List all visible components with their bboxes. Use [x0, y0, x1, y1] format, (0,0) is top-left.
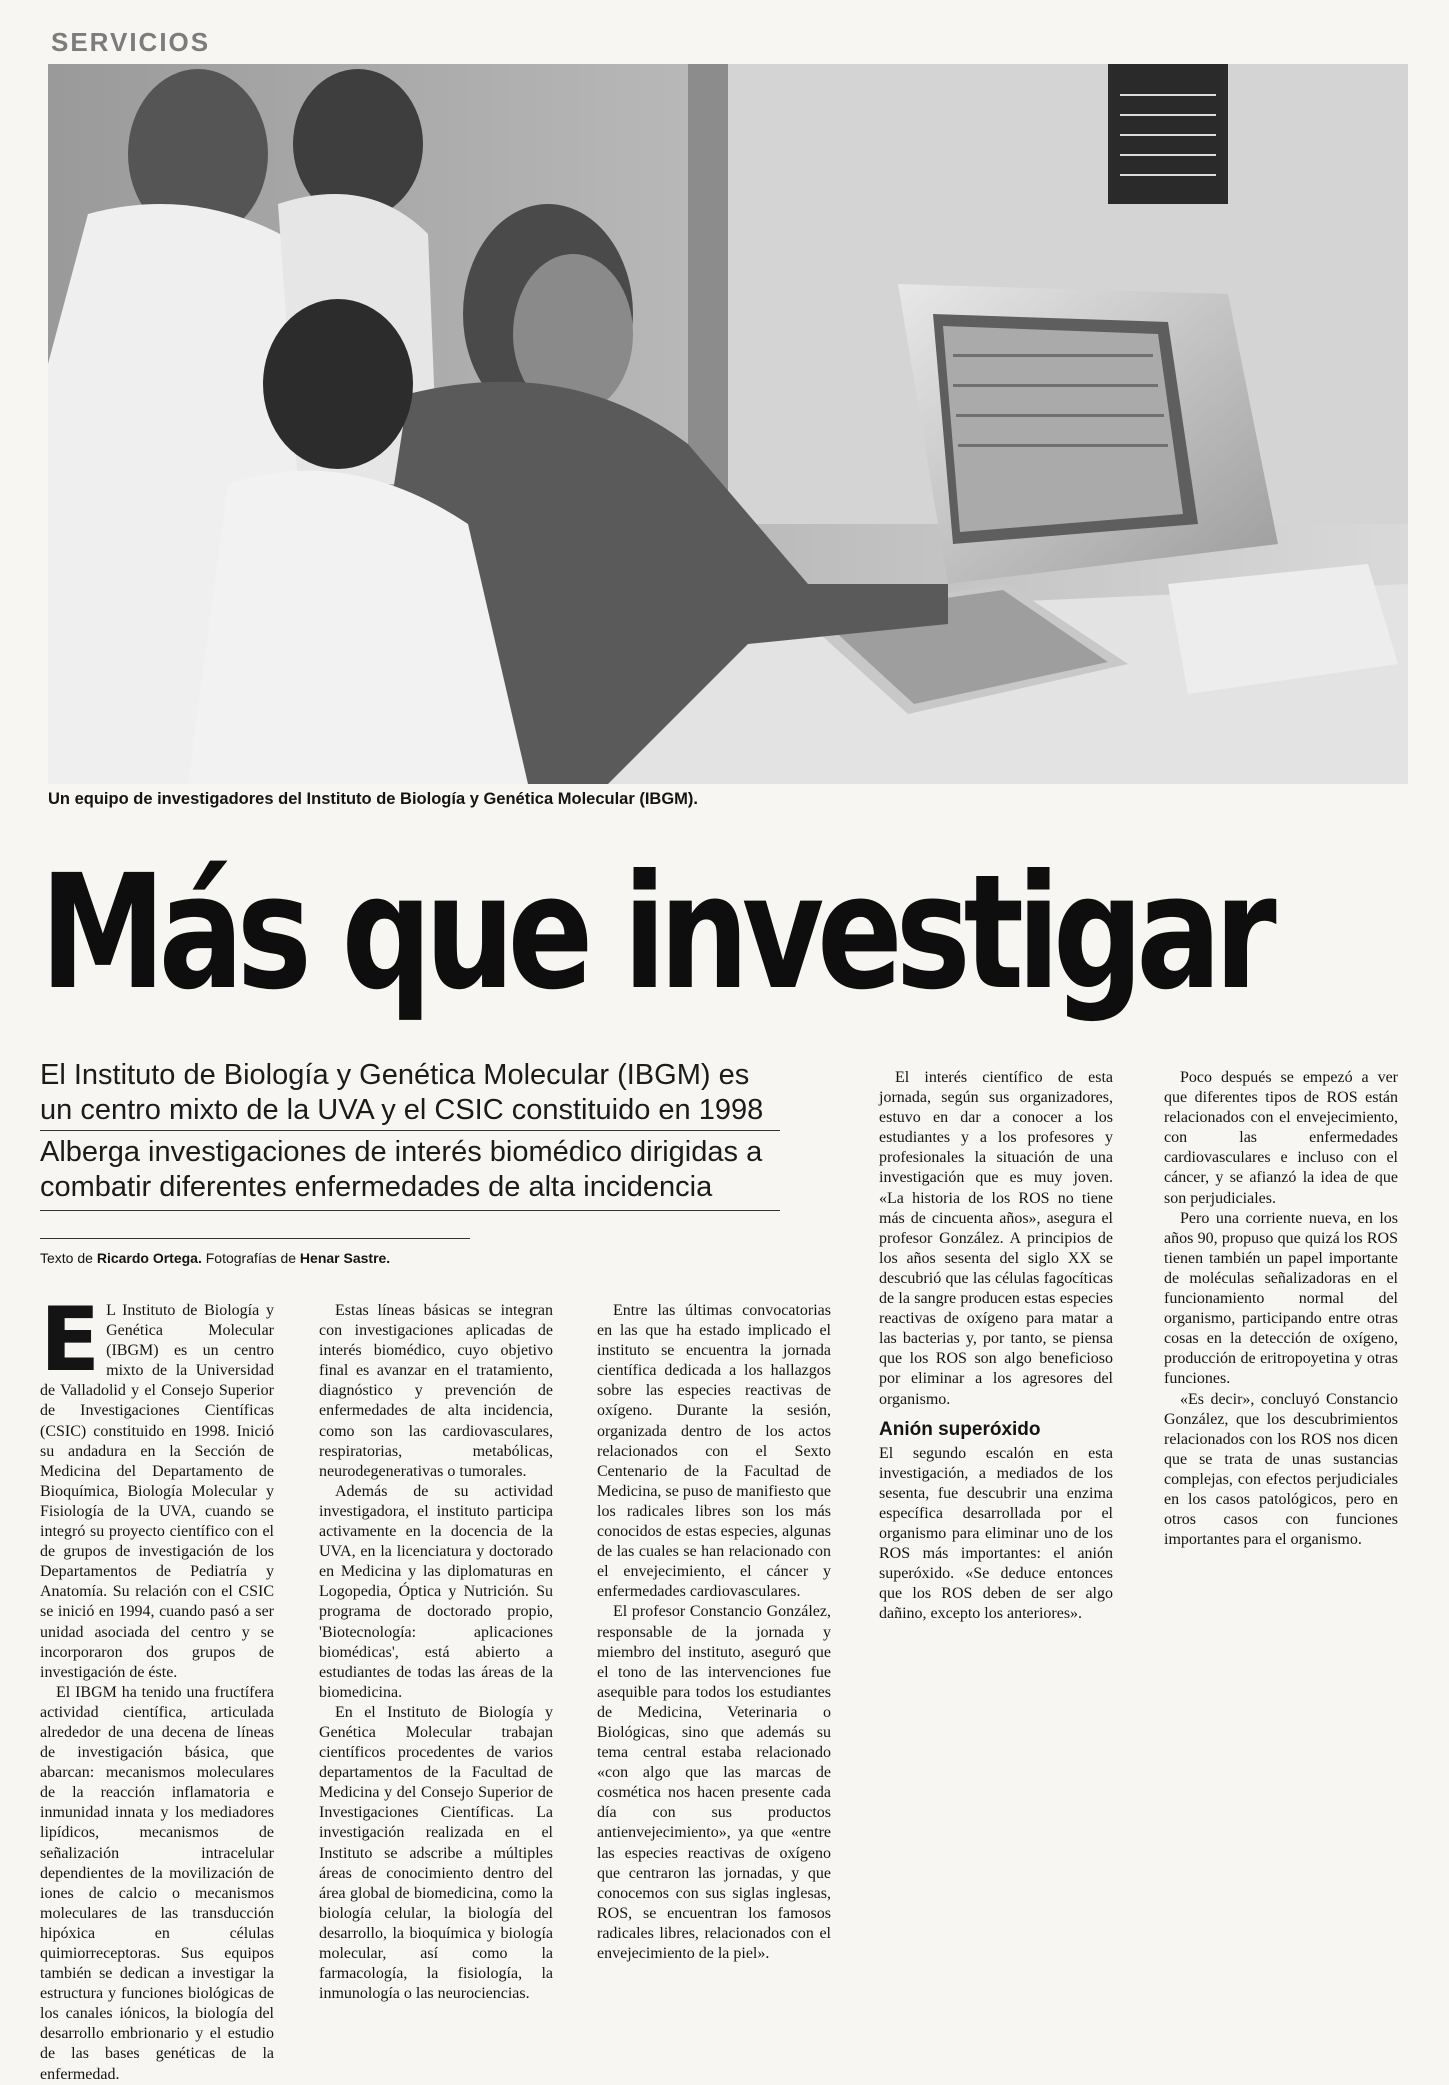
paragraph: Pero una corriente nueva, en los años 90, propuso que quizá los ROS tienen también un papel importante de moléculas señalizadoras en el funcionamiento normal del organismo, participando entre otras cosas en la detección de oxígeno, producción de eritropoyetina y otras funciones. — [1164, 1209, 1398, 1388]
headline: Más que investigar — [40, 841, 1270, 1025]
article-photo — [48, 64, 1408, 784]
paragraph: Además de su actividad investigadora, el instituto participa activamente en la docencia de la UVA, en la licenciatura y doctorado en Medicina y las diplomaturas en Logopedia, Óptica y Nutrición. Su programa de doctorado propio, 'Biotecnología: aplicaciones biomédicas', está abierto a estudiantes de todas las áreas de la biomedicina. — [319, 1482, 553, 1701]
paragraph: El segundo escalón en esta investigación, a mediados de los sesenta, fue descubrir una enzima específica desarrollada por el organismo para eliminar uno de los ROS más importantes: el anión superóxido. «Se deduce entonces que los ROS deben de ser algo dañino, excepto los anteriores». — [879, 1444, 1113, 1623]
byline-photographer: Henar Sastre. — [299, 1250, 391, 1266]
article-column-3 — [597, 1301, 831, 1964]
subheadline-divider — [40, 1130, 780, 1131]
paragraph: El profesor Constancio González, responsable de la jornada y miembro del instituto, aseguró que el tono de las intervenciones fue asequible para todos los estudiantes de Medicina, Veterinaria o Biológicas, sino que además su tema central estaba relacionado «con algo que las marcas de cosmética nos hacen presente cada día con sus productos antienvejecimiento», ya que «entre las especies reactivas de oxígeno que centraron las jornadas, y que conocemos con sus siglas inglesas, ROS, se encuentran los famosos radicales libres, relacionados con el envejecimiento de la piel». — [597, 1603, 831, 1962]
photo-caption: Un equipo de investigadores del Instituto de Biología y Genética Molecular (IBGM). — [48, 790, 699, 808]
paragraph: El IBGM ha tenido una fructífera actividad científica, articulada alrededor de una decena de líneas de investigación básica, que abarcan: mecanismos moleculares de la reacción inflamatoria e inmunidad innata y los mediadores lipídicos, mecanismos de señalización intracelular dependientes de la movilización de iones de calcio o mecanismos moleculares de las transducción hipóxica en células quimiorreceptoras. Sus equipos también se dedican a investigar la estructura y funciones biológicas de los canales iónicos, la biología del desarrollo embrionario y el estudio de las bases genéticas de la enfermedad. — [40, 1683, 274, 2083]
byline-rule — [40, 1238, 470, 1239]
paragraph: El interés científico de esta jornada, según sus organizadores, estuvo en dar a conocer a los estudiantes y a los profesores y profesionales la situación de una investigación que es muy joven. «La historia de los ROS no tiene más de cincuenta años», asegura el profesor González. A principios de los años sesenta del siglo XX se descubrió que las células fagocíticas de la sangre producen estas especies reactivas de oxígeno para matar a las bacterias y, por tanto, se piensa que los ROS son algo beneficioso por eliminar a los agresores del organismo. — [879, 1069, 1113, 1408]
subheadline-rule — [40, 1210, 780, 1211]
byline — [40, 1250, 390, 1266]
byline-photo-prefix: Fotografías de — [205, 1250, 297, 1266]
paragraph: Poco después se empezó a ver que diferentes tipos de ROS están relacionados con el envejecimiento, con las enfermedades cardiovasculares e incluso con el cáncer, y se afianzó la idea de que son perjudiciales. — [1164, 1069, 1398, 1207]
article-column-2 — [319, 1301, 553, 2004]
dropcap: E — [40, 1288, 101, 1391]
article-column-1 — [40, 1288, 274, 2085]
section-heading: Anión superóxido — [879, 1418, 1041, 1440]
paragraph: Estas líneas básicas se integran con investigaciones aplicadas de interés biomédico, cuyo objetivo final es avanzar en el tratamiento, diagnóstico y prevención de enfermedades de alta incidencia, como son las cardiovasculares, respiratorias, metabólicas, neurodegenerativas o tumorales. — [319, 1302, 553, 1480]
subheadline-1: El Instituto de Biología y Genética Molecular (IBGM) es un centro mixto de la UVA y el CSIC constituido en 1998 — [40, 1059, 764, 1126]
paragraph: «Es decir», concluyó Constancio González, que los descubrimientos relacionados con los ROS nos dicen que se trata de unas sustancias complejas, con efectos perjudiciales en los casos patológicos, pero en otros casos con funciones importantes para el organismo. — [1164, 1390, 1398, 1549]
paragraph: En el Instituto de Biología y Genética Molecular trabajan científicos procedentes de varios departamentos de la Facultad de Medicina y del Consejo Superior de Investigaciones Científicas. La investigación realizada en el Instituto se adscribe a múltiples áreas de conocimiento dentro del área global de biomedicina, como la biología celular, la biología del desarrollo, la bioquímica y biología molecular, así como la farmacología, la fisiología, la inmunología o las neurociencias. — [319, 1703, 553, 2003]
section-label: SERVICIOS — [51, 27, 211, 57]
byline-text-prefix: Texto de — [40, 1250, 93, 1266]
paragraph: L Instituto de Biología y Genética Molecular (IBGM) es un centro mixto de la Universidad de Valladolid y el Consejo Superior de Investigaciones Científicas (CSIC) constituido en 1998. Inició su andadura en la Sección de Medicina del Departamento de Bioquímica, Biología Molecular y Fisiología de la UVA, cuando se integró su proyecto científico con el de grupos de investigación de los Departamentos de Pediatría y Anatomía. Su relación con el CSIC se inició en 1994, cuando pasó a ser unidad asociada del centro y se incorporaron dos grupos de investigación de éste. — [40, 1302, 274, 1681]
subheadline-2: Alberga investigaciones de interés biomédico dirigidas a combatir diferentes enfermedades de alta incidencia — [40, 1136, 763, 1203]
article-column-4 — [879, 1068, 1113, 1624]
article-column-5 — [1164, 1068, 1398, 1550]
byline-author: Ricardo Ortega. — [96, 1250, 202, 1266]
paragraph: Entre las últimas convocatorias en las que ha estado implicado el instituto se encuentra la jornada científica dedicada a los hallazgos sobre las especies reactivas de oxígeno. Durante la sesión, organizada dentro de los actos relacionados con el Sexto Centenario de la Facultad de Medicina, se puso de manifiesto que los radicales libres son los más conocidos de estas especies, algunas de las cuales se han relacionado con el envejecimiento, el cáncer y enfermedades cardiovasculares. — [597, 1302, 831, 1601]
